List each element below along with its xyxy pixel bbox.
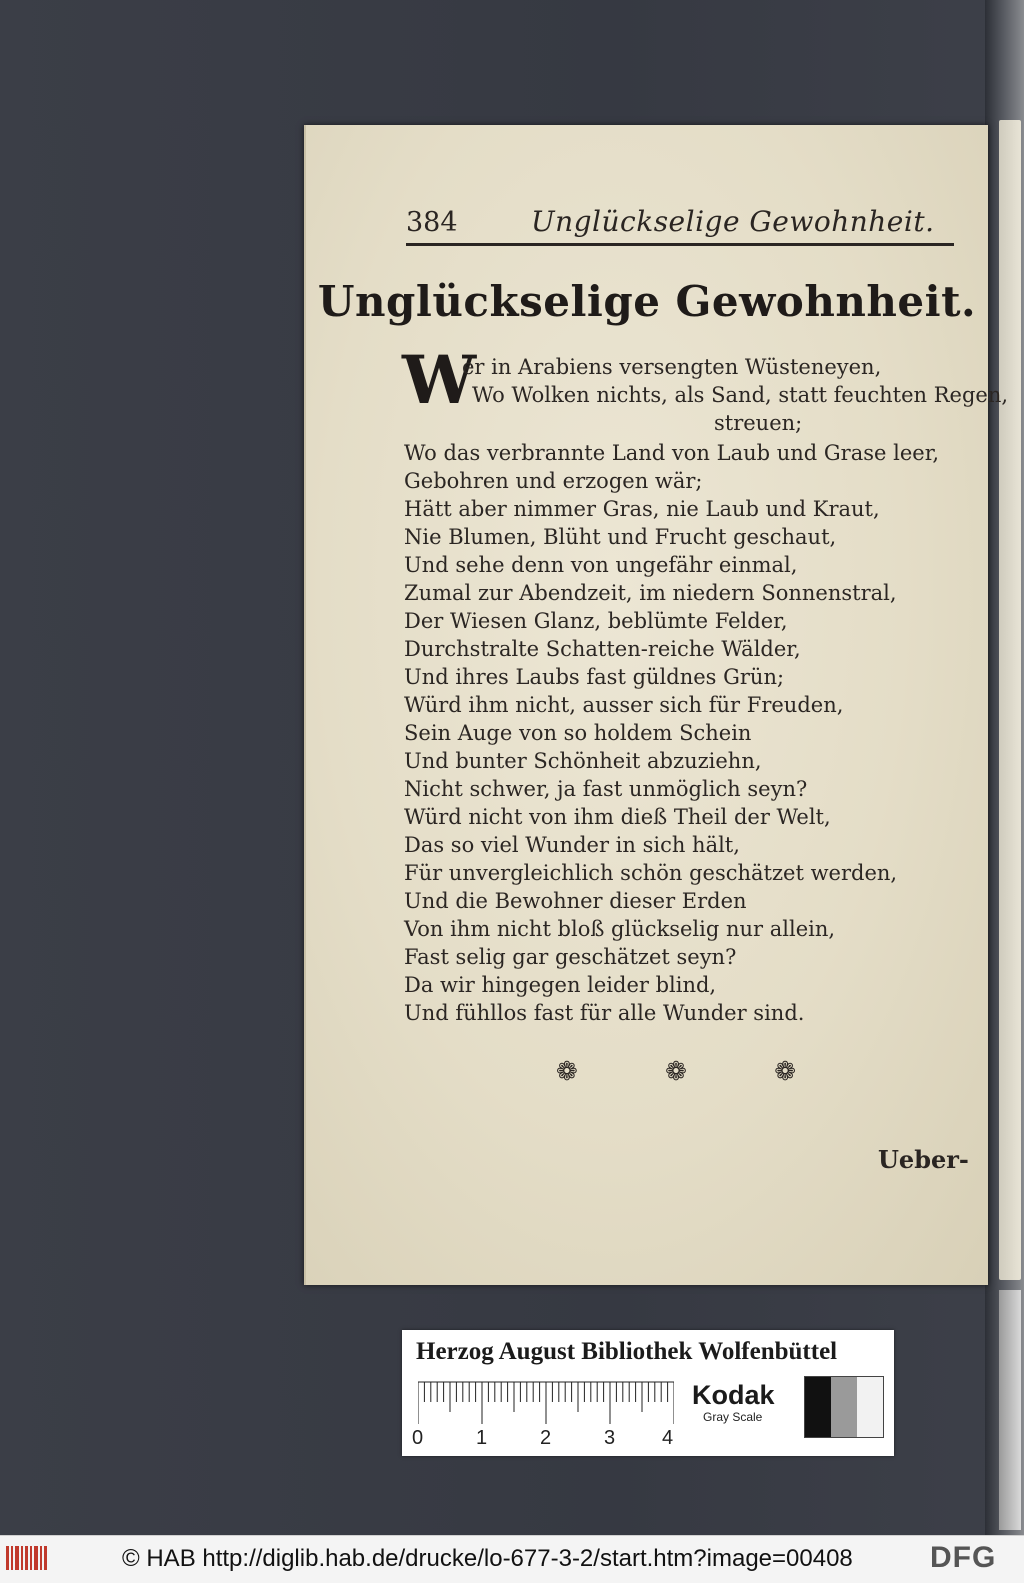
poem-line: Sein Auge von so holdem Schein xyxy=(404,721,752,745)
gray-scale-label: Gray Scale xyxy=(703,1410,763,1424)
poem-line: Und sehe denn von ungefähr einmal, xyxy=(404,553,798,577)
ruler-number: 4 xyxy=(662,1427,674,1449)
page-number: 384 xyxy=(406,207,458,238)
dfg-logo: DFG xyxy=(930,1541,997,1574)
ornament-icon: ❁ xyxy=(556,1057,578,1087)
ruler-number: 3 xyxy=(604,1427,616,1449)
drop-cap: W xyxy=(402,341,477,419)
poem-line: Da wir hingegen leider blind, xyxy=(404,973,717,997)
poem-line: Und fühllos fast für alle Wunder sind. xyxy=(404,1001,805,1025)
ruler-scale xyxy=(418,1380,674,1428)
poem-line: Für unvergleichlich schön geschätzet werden, xyxy=(404,861,898,885)
book-page xyxy=(304,125,1009,1285)
catchword: Ueber- xyxy=(878,1145,969,1174)
poem-title: Unglückselige Gewohnheit. xyxy=(317,277,977,326)
poem-line: Wo das verbrannte Land von Laub und Grase leer, xyxy=(404,441,940,465)
poem-line: Gebohren und erzogen wär; xyxy=(404,469,703,493)
swatch-gray xyxy=(831,1377,857,1437)
source-link[interactable]: © HAB http://diglib.hab.de/drucke/lo-677-3-2/start.htm?image=00408 xyxy=(122,1545,853,1572)
barcode-icon xyxy=(6,1544,48,1572)
poem-line: Nie Blumen, Blüht und Frucht geschaut, xyxy=(404,525,837,549)
footer-bar xyxy=(0,1535,1024,1583)
swatch-white xyxy=(857,1377,883,1437)
poem-line: Von ihm nicht bloß glückselig nur allein, xyxy=(404,917,836,941)
poem-line: Durchstralte Schatten-reiche Wälder, xyxy=(404,637,801,661)
ruler-number: 1 xyxy=(476,1427,488,1449)
kodak-brand: Kodak xyxy=(692,1380,775,1410)
running-head xyxy=(406,205,954,246)
poem-line: Würd ihm nicht, ausser sich für Freuden, xyxy=(404,693,844,717)
ruler-number: 2 xyxy=(540,1427,552,1449)
library-color-card xyxy=(402,1330,894,1456)
ornament-icon: ❁ xyxy=(774,1057,796,1087)
poem-line: Würd nicht von ihm dieß Theil der Welt, xyxy=(404,805,831,829)
gray-swatches xyxy=(804,1376,884,1438)
poem-line: Fast selig gar geschätzet seyn? xyxy=(404,945,737,969)
ornament-icon: ❁ xyxy=(665,1057,687,1087)
adjacent-card-strip xyxy=(999,1290,1021,1530)
ornament-row xyxy=(556,1057,796,1085)
poem-line: streuen; xyxy=(714,411,803,435)
swatch-black xyxy=(805,1377,831,1437)
poem-line: Und die Bewohner dieser Erden xyxy=(404,889,747,913)
poem-line: Wo Wolken nichts, als Sand, statt feuchten Regen, xyxy=(472,383,1009,407)
adjacent-page-strip xyxy=(999,120,1021,1280)
running-title: Unglückselige Gewohnheit. xyxy=(531,205,935,238)
poem-line: er in Arabiens versengten Wüsteneyen, xyxy=(462,355,882,379)
library-name: Herzog August Bibliothek Wolfenbüttel xyxy=(416,1338,838,1365)
poem-line: Zumal zur Abendzeit, im niedern Sonnenstral, xyxy=(404,581,897,605)
poem-line: Der Wiesen Glanz, beblümte Felder, xyxy=(404,609,788,633)
poem-line: Hätt aber nimmer Gras, nie Laub und Kraut, xyxy=(404,497,880,521)
ruler-number: 0 xyxy=(412,1427,424,1449)
poem-line: Und ihres Laubs fast güldnes Grün; xyxy=(404,665,785,689)
poem-line: Nicht schwer, ja fast unmöglich seyn? xyxy=(404,777,808,801)
poem-line: Das so viel Wunder in sich hält, xyxy=(404,833,740,857)
poem-line: Und bunter Schönheit abzuziehn, xyxy=(404,749,762,773)
adjacent-page-edge xyxy=(985,0,1024,1535)
